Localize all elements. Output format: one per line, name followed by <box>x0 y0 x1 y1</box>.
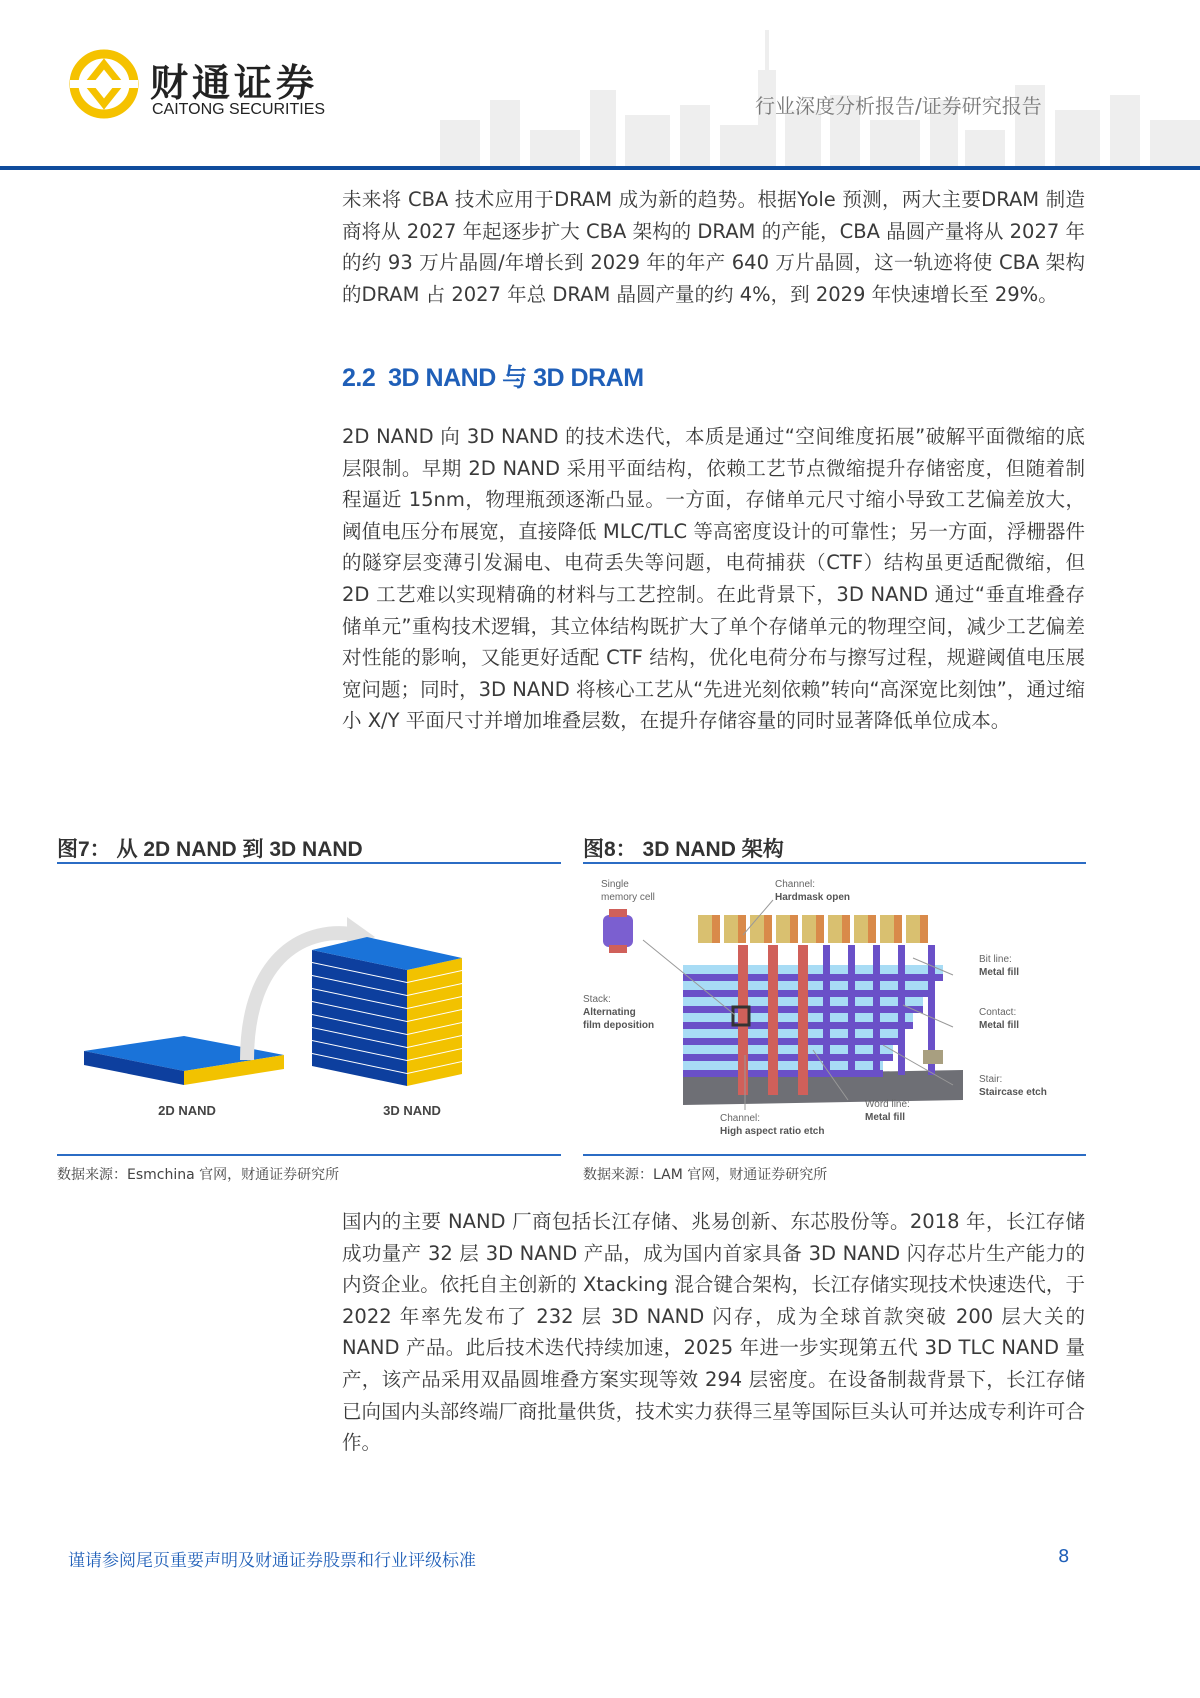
label-stack: Stack: <box>583 994 611 1005</box>
bit-line-end <box>868 915 876 943</box>
figure-7-title: 图7： 从 2D NAND 到 3D NAND <box>57 838 363 861</box>
figure-8-title: 图8： 3D NAND 架构 <box>583 838 784 861</box>
report-type-label: 行业深度分析报告/证券研究报告 <box>755 94 1042 118</box>
label-contact-metal-fill: Metal fill <box>979 1020 1020 1031</box>
body-paragraph-3 <box>342 1206 1085 1459</box>
bit-line-end <box>738 915 746 943</box>
bit-line-end <box>764 915 772 943</box>
caitong-logo-icon <box>68 48 140 120</box>
stack-oxide-layer <box>683 1045 893 1054</box>
label-2d-nand: 2D NAND <box>158 1103 216 1118</box>
bit-line-end <box>816 915 824 943</box>
figure-8-bottom-rule <box>583 1154 1086 1156</box>
figure-8-top-rule <box>583 862 1086 864</box>
label-bit-line-metal-fill: Metal fill <box>979 967 1020 978</box>
label-channel: Channel: <box>720 1113 761 1124</box>
figure-7-bottom-rule <box>57 1154 561 1156</box>
label-film-deposition: film deposition <box>583 1020 655 1031</box>
footer-disclaimer-link[interactable]: 谨请参阅尾页重要声明及财通证券股票和行业评级标准 <box>68 1551 476 1571</box>
channel-pillar <box>798 945 808 1095</box>
logo-chinese-name: 财通证券 <box>150 60 319 105</box>
bit-line-end <box>842 915 850 943</box>
section-heading: 2.2 3D NAND 与 3D DRAM <box>342 364 644 392</box>
channel-pillar <box>768 945 778 1095</box>
body-paragraph-1 <box>342 184 1085 310</box>
contact-pillar <box>873 945 880 1075</box>
body-paragraph-2 <box>342 421 1085 737</box>
label-staircase-etch: Staircase etch <box>979 1087 1047 1098</box>
label-hardmask-open: Hardmask open <box>775 892 851 903</box>
channel-pillar <box>738 945 748 1095</box>
label-high-aspect-ratio-etch: High aspect ratio etch <box>720 1126 825 1137</box>
label-3d-nand: 3D NAND <box>383 1103 441 1118</box>
stair-block <box>923 1050 943 1064</box>
label-channel-hardmask: Channel: <box>775 879 816 890</box>
header-divider <box>0 166 1200 170</box>
logo-english-name: CAITONG SECURITIES <box>152 101 326 118</box>
label-word-line: Word line: <box>865 1099 910 1110</box>
bit-line-end <box>920 915 928 943</box>
label-memory-cell: memory cell <box>601 892 655 903</box>
label-bit-line: Bit line: <box>979 954 1012 965</box>
bit-line-end <box>894 915 902 943</box>
paragraph-text: 国内的主要 NAND 厂商包括长江存储、兆易创新、东芯股份等。2018 年，长江存储成功量产 32 层 3D NAND 产品，成为国内首家具备 3D NAND 闪存芯片生产能力的内资企业。依托自主创新的 Xtacking 混合键合架构，长江存储实现技术快速迭代，于 2022 年率先发布了 232 层 3D NAND 闪存，成为全球首款突破 200 层大关的 NAND 产品。此后技术迭代持续加速，2025 年进一步实现第五代 3D TLC NAND 量产，该产品采用双晶圆堆叠方案实现等效 294 层密度。在设备制裁背景下，长江存储已向国内头部终端厂商批量供货，技术实力获得三星等国际巨头认可并达成专利许可合作。 <box>342 1210 1085 1455</box>
label-contact: Contact: <box>979 1007 1017 1018</box>
stack-oxide-layer <box>683 1029 903 1038</box>
word-line-layer <box>683 1054 893 1061</box>
bit-line-end <box>790 915 798 943</box>
bit-line-end <box>712 915 720 943</box>
city-skyline-decoration <box>440 10 1200 168</box>
page-number: 8 <box>1058 1546 1070 1567</box>
contact-pillar <box>823 945 830 1075</box>
figure-7-2d-to-3d-nand-illustration <box>57 875 561 1155</box>
contact-pillar <box>848 945 855 1075</box>
3d-nand-stack <box>312 937 462 1086</box>
word-line-layer <box>683 1038 903 1045</box>
page-header <box>0 0 1200 172</box>
label-single: Single <box>601 879 629 890</box>
figure-7-top-rule <box>57 862 561 864</box>
paragraph-text: 2D NAND 向 3D NAND 的技术迭代，本质是通过“空间维度拓展”破解平面微缩的底层限制。早期 2D NAND 采用平面结构，依赖工艺节点微缩提升存储密度，但随着制程逼近 15nm，物理瓶颈逐渐凸显。一方面，存储单元尺寸缩小导致工艺偏差放大，阈值电压分布展宽，直接降低 MLC/TLC 等高密度设计的可靠性；另一方面，浮栅器件的隧穿层变薄引发漏电、电荷丢失等问题，电荷捕获（CTF）结构虽更适配微缩，但 2D 工艺难以实现精确的材料与工艺控制。在此背景下，3D NAND 通过“垂直堆叠存储单元”重构技术逻辑，其立体结构既扩大了单个存储单元的物理空间，减少工艺偏差对性能的影响，又能更好适配 CTF 结构，优化电荷分布与擦写过程，规避阈值电压展宽问题；同时，3D NAND 将核心工艺从“先进光刻依赖”转向“高深宽比刻蚀”，通过缩小 X/Y 平面尺寸并增加堆叠层数，在提升存储容量的同时显著降低单位成本。 <box>342 425 1085 733</box>
figure-8-source: 数据来源：LAM 官网，财通证券研究所 <box>583 1167 828 1183</box>
label-word-line-metal-fill: Metal fill <box>865 1112 906 1123</box>
label-stair: Stair: <box>979 1074 1003 1085</box>
figure-8-3d-nand-architecture-diagram <box>583 875 1086 1155</box>
figure-7-source: 数据来源：Esmchina 官网，财通证券研究所 <box>57 1167 340 1183</box>
paragraph-text: 未来将 CBA 技术应用于DRAM 成为新的趋势。根据Yole 预测，两大主要DRAM 制造商将从 2027 年起逐步扩大 CBA 架构的 DRAM 的产能，CBA 晶圆产量将从 2027 年的约 93 万片晶圆/年增长到 2029 年的年产 640 万片晶圆，这一轨迹将使 CBA 架构的DRAM 占 2027 年总 DRAM 晶圆产量的约 4%，到 2029 年快速增长至 29%。 <box>342 188 1085 306</box>
label-alternating: Alternating <box>583 1007 636 1018</box>
